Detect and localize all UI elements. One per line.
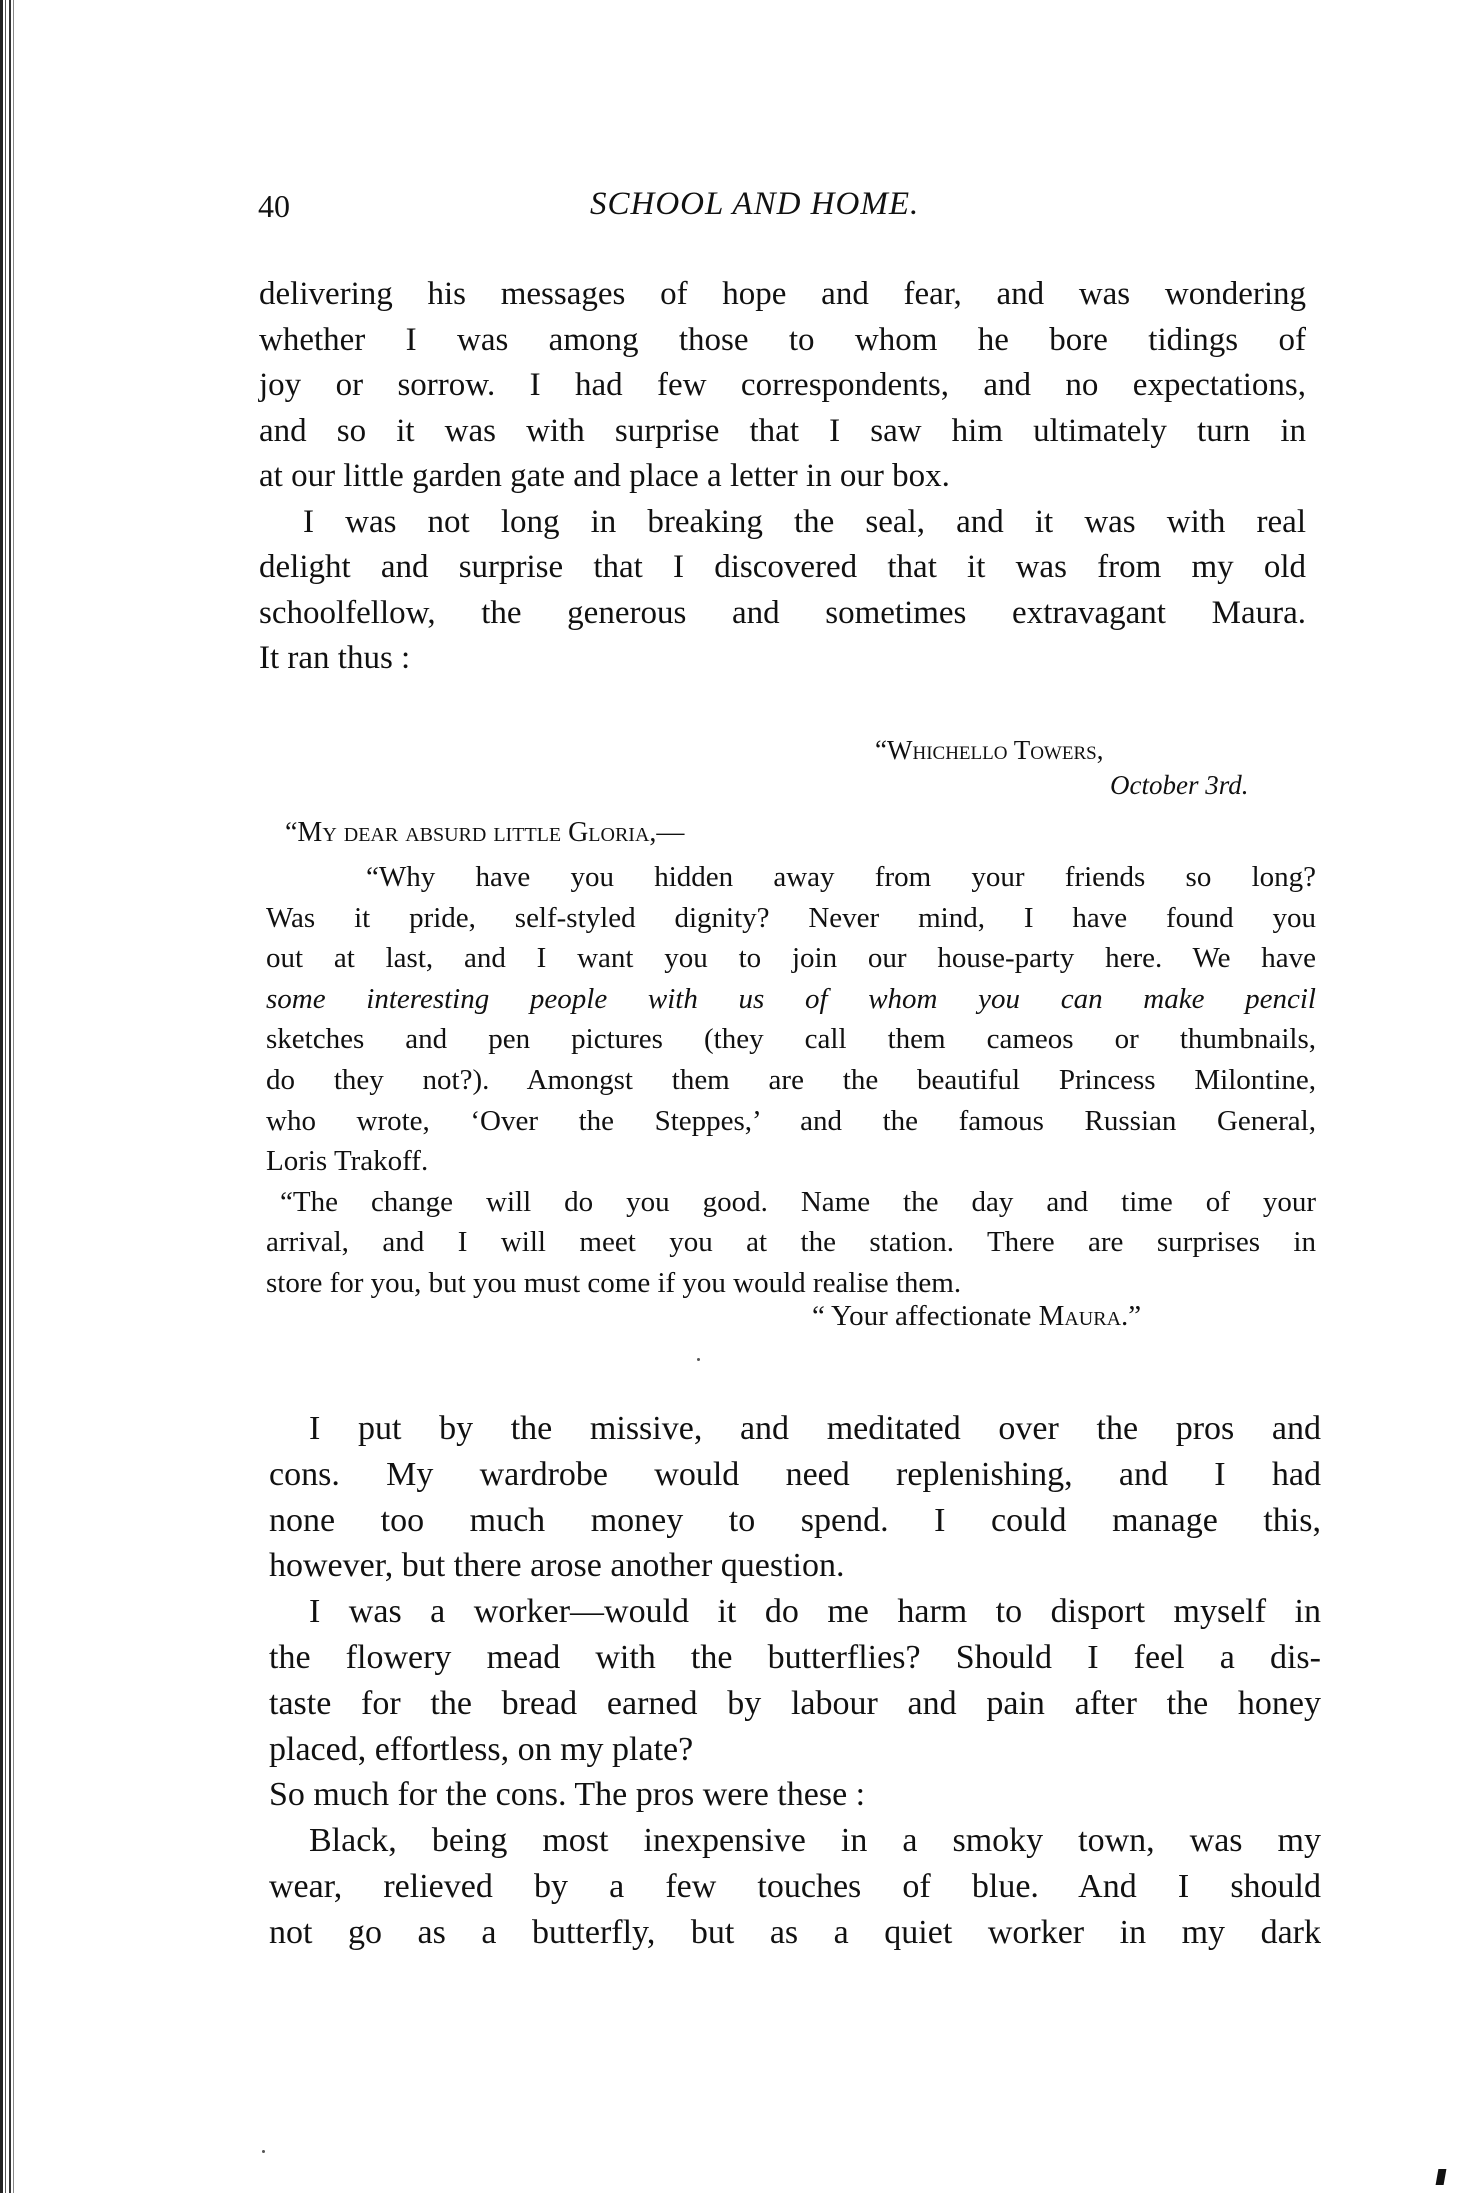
text-line: delight and surprise that I discovered that it was from my old	[259, 549, 1306, 585]
text-line: It ran thus :	[259, 640, 411, 676]
page-number: 40	[258, 188, 290, 224]
letter-date: October 3rd.	[1110, 770, 1249, 800]
text-line: Was it pride, self-styled dignity? Never mind, I have found you	[266, 901, 1316, 934]
speck	[697, 1358, 700, 1361]
text-line: some interesting people with us of whom you can make pencil	[266, 982, 1316, 1015]
text-line: and so it was with surprise that I saw him ultimately turn in	[259, 412, 1306, 449]
running-title: SCHOOL AND HOME.	[590, 186, 920, 222]
text-line: out at last, and I want you to join our house-party here. We have	[266, 942, 1316, 975]
text-line: Loris Trakoff.	[266, 1145, 429, 1178]
text-line: Black, being most inexpensive in a smoky town, was my	[309, 1822, 1321, 1860]
text-line: taste for the bread earned by labour and pain after the honey	[269, 1684, 1321, 1722]
intro-paragraphs	[259, 272, 1306, 682]
text-line: cons. My wardrobe would need replenishing, and I had	[269, 1455, 1321, 1493]
text-line: arrival, and I will meet you at the station. There are surprises in	[266, 1226, 1316, 1259]
corner-mark	[1436, 2169, 1447, 2185]
signature-name: Maura.”	[1038, 1300, 1142, 1332]
text-line: “The change will do you good. Name the day and time of your	[280, 1185, 1316, 1218]
text-line: at our little garden gate and place a letter in our box.	[259, 458, 950, 494]
letter-salutation: “My dear absurd little Gloria,—	[285, 817, 685, 848]
text-line: placed, effortless, on my plate?	[269, 1730, 694, 1768]
text-line: whether I was among those to whom he bore tidings of	[259, 321, 1306, 358]
text-line: I was not long in breaking the seal, and it was with real	[303, 503, 1306, 540]
text-line: wear, relieved by a few touches of blue. And I should	[269, 1867, 1321, 1905]
text-line: however, but there arose another question.	[269, 1547, 845, 1585]
text-line: schoolfellow, the generous and sometimes extravagant Maura.	[259, 594, 1306, 631]
letter-signature	[812, 1300, 1141, 1333]
letter-body	[266, 857, 1316, 1304]
text-line: I put by the missive, and meditated over the pros and	[309, 1410, 1321, 1447]
text-line: the flowery mead with the butterflies? Should I feel a dis-	[269, 1638, 1321, 1676]
text-line: do they not?). Amongst them are the beautiful Princess Milontine,	[266, 1063, 1316, 1096]
text-line: none too much money to spend. I could manage this,	[269, 1501, 1321, 1539]
signature-prefix: “ Your affectionate	[812, 1300, 1039, 1332]
text-line: store for you, but you must come if you would realise them.	[266, 1266, 962, 1299]
text-line: joy or sorrow. I had few correspondents, and no expectations,	[259, 367, 1306, 403]
text-line: “Why have you hidden away from your friends so long?	[366, 861, 1316, 893]
text-line: delivering his messages of hope and fear, and was wondering	[259, 276, 1306, 312]
text-line: sketches and pen pictures (they call them cameos or thumbnails,	[266, 1023, 1316, 1056]
speck	[262, 2150, 265, 2153]
book-spine-edge	[0, 0, 16, 2193]
text-line: not go as a butterfly, but as a quiet worker in my dark	[269, 1913, 1321, 1951]
text-line: who wrote, ‘Over the Steppes,’ and the famous Russian General,	[266, 1104, 1316, 1137]
text-line: I was a worker—would it do me harm to disport myself in	[309, 1593, 1321, 1631]
closing-paragraphs	[269, 1406, 1321, 1956]
text-line: So much for the cons. The pros were these :	[269, 1776, 866, 1814]
letter-address: “Whichello Towers,	[875, 735, 1104, 765]
